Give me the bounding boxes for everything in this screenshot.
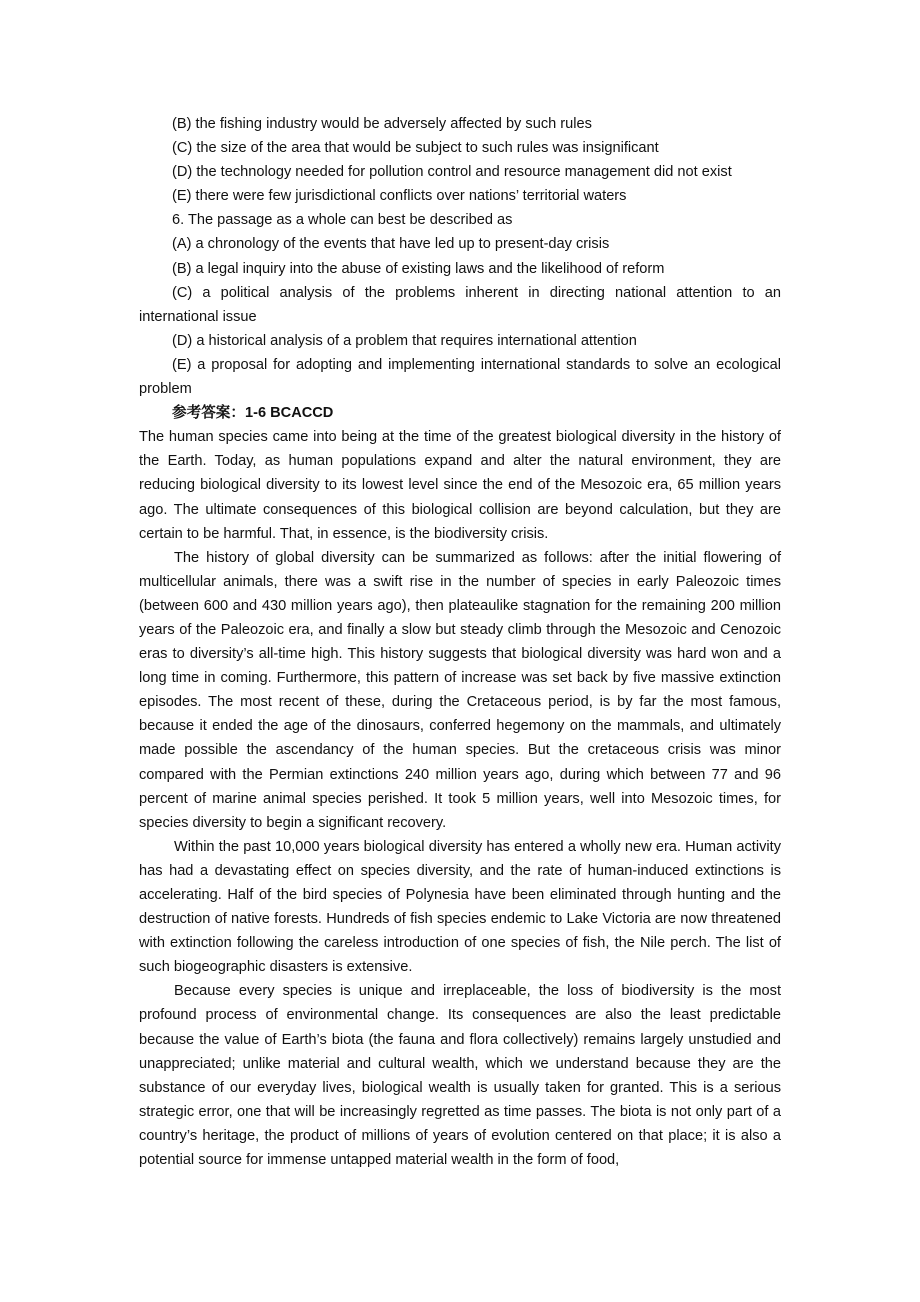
q5-option-c: (C) the size of the area that would be subject to such rules was insignificant — [172, 140, 659, 157]
q6-option-b: (B) a legal inquiry into the abuse of existing laws and the likelihood of reform — [172, 260, 665, 277]
q5-option-b: (B) the fishing industry would be adversely affected by such rules — [172, 116, 592, 132]
q6-stem: 6. The passage as a whole can best be described as — [172, 212, 513, 229]
passage-paragraph-2: The history of global diversity can be summarized as follows: after the initial flowering of multicellular animals, there was a swift rise in the number of species in early Paleozoic times (between 600 and 430 million years ago), then plateaulike stagnation for the remaining 200 million years of the Paleozoic era, and finally a slow but steady climb through the Mesozoic and Cenozoic eras to diversity’s all-time high. This history suggests that biological diversity was hard won and a long time in coming. Furthermore, this pattern of increase was set back by five massive extinction episodes. The most recent of these, during the Cretaceous period, is by far the most famous, because it ended the age of the dinosaurs, conferred hegemony on the mammals, and ultimately made possible the ascendancy of the human species. But the cretaceous crisis was minor compared with the Permian extinctions 240 million years ago, during which between 77 and 96 percent of marine animal species perished. It took 5 million years, well into Mesozoic times, for species diversity to begin a significant recovery. — [139, 549, 781, 831]
document-page — [139, 112, 781, 1172]
q5-option-d: (D) the technology needed for pollution control and resource management did not exist — [172, 164, 732, 181]
q6-option-d: (D) a historical analysis of a problem that requires international attention — [172, 332, 637, 349]
q6-option-a: (A) a chronology of the events that have led up to present-day crisis — [172, 236, 610, 253]
q6-option-e: (E) a proposal for adopting and implementing international standards to solve an ecological problem — [139, 356, 781, 398]
passage-paragraph-4: Because every species is unique and irreplaceable, the loss of biodiversity is the most profound process of environmental change. Its consequences are also the least predictable because the value of Earth’s biota (the fauna and flora collectively) remains largely unstudied and unappreciated; unlike material and cultural wealth, which we understand because they are the substance of our everyday lives, biological wealth is usually taken for granted. This is a serious strategic error, one that will be increasingly regretted as time passes. The biota is not only part of a country’s heritage, the product of millions of years of evolution centered on that place; it is also a potential source for immense untapped material wealth in the form of food, — [139, 983, 781, 1169]
passage-paragraph-3: Within the past 10,000 years biological diversity has entered a wholly new era. Human activity has had a devastating effect on species diversity, and the rate of human-induced extinctions is accelerating. Half of the bird species of Polynesia have been eliminated through hunting and the destruction of native forests. Hundreds of fish species endemic to Lake Victoria are now threatened with extinction following the careless introduction of one species of fish, the Nile perch. The list of such biogeographic disasters is extensive. — [139, 838, 781, 976]
q5-option-e: (E) there were few jurisdictional conflicts over nations’ territorial waters — [172, 188, 627, 205]
answer-key: 参考答案：1-6 BCACCD — [172, 405, 334, 422]
passage-paragraph-1: The human species came into being at the time of the greatest biological diversity in the history of the Earth. Today, as human populations expand and alter the natural environment, they are reducing biological diversity to its lowest level since the end of the Mesozoic era, 65 million years ago. The ultimate consequences of this biological collision are beyond calculation, but they are certain to be harmful. That, in essence, is the biodiversity crisis. — [139, 429, 781, 542]
q6-option-c: (C) a political analysis of the problems inherent in directing national attention to an international issue — [139, 284, 781, 325]
